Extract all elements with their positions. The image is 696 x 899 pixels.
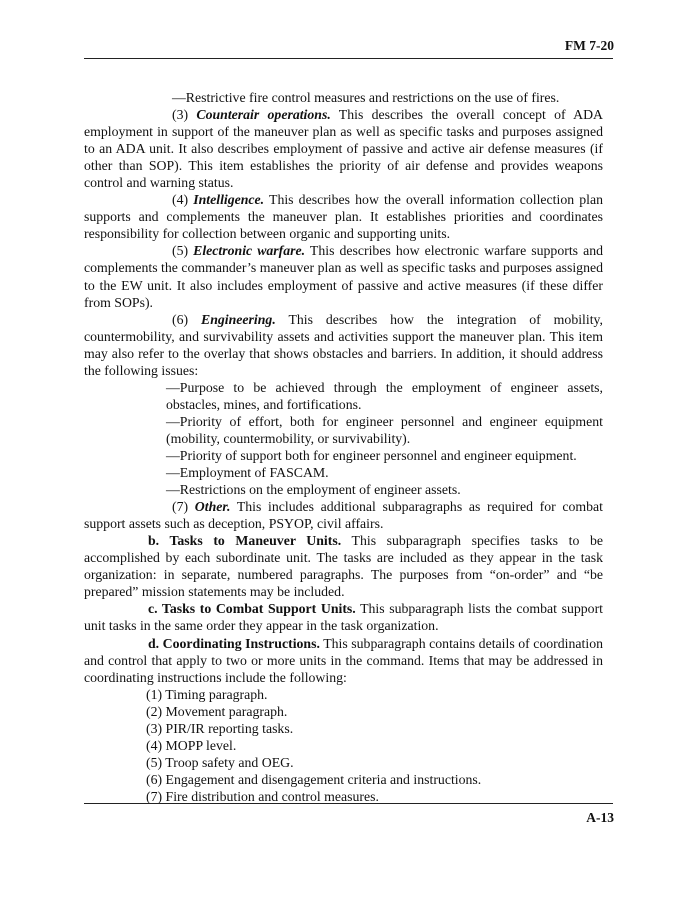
list-item: —Priority of support both for engineer personnel and engineer equipment. [166, 447, 577, 463]
paragraph-text: This subparagraph specifies tasks to be accomplished by each subordinate unit. The tasks are included as they appear in the task organization: in separate, numbered paragraphs. The purposes from “on-order” and “be prepared” mission statements may be included. [84, 533, 603, 600]
list-item: (4) MOPP level. [146, 737, 237, 753]
header-rule [84, 58, 613, 59]
list-item: (3) PIR/IR reporting tasks. [146, 720, 294, 736]
list-item: —Priority of effort, both for engineer personnel and engineer equipment (mobility, countermobility, or survivability). [166, 413, 603, 446]
coordinating-items-list [84, 686, 603, 805]
paragraph-text: This describes how the overall information collection plan supports and complements the maneuver plan. It establishes priorities and coordinates responsibility for collection between organic and supporting units. [84, 192, 604, 242]
item-number: (7) [172, 499, 189, 515]
paragraph-coordinating-instructions [84, 635, 603, 686]
paragraph-electronic-warfare [84, 242, 603, 310]
paragraph-text: This describes the overall concept of ADA employment in support of the maneuver plan as well as specific tasks and purposes assigned to an ADA unit. It also describes employment of passive and active air defense measures (if other than SOP). This item establishes the priority of air defense and provides weapons control and warning status. [84, 107, 603, 191]
paragraph-tasks-maneuver [84, 532, 603, 600]
list-item: (7) Fire distribution and control measures. [146, 788, 379, 804]
item-number: (3) [172, 107, 189, 123]
paragraph-title: b. Tasks to Maneuver Units. [148, 533, 342, 549]
list-item: (5) Troop safety and OEG. [146, 754, 294, 770]
page-number: A-13 [586, 810, 614, 825]
paragraph-title: d. Coordinating Instructions. [148, 635, 320, 651]
paragraph-title: c. Tasks to Combat Support Units. [148, 601, 356, 617]
body-text [84, 89, 603, 805]
paragraph-engineering [84, 311, 603, 379]
paragraph-other [84, 498, 603, 532]
paragraph-text: This includes additional subparagraphs as required for combat support assets such as deception, PSYOP, civil affairs. [84, 499, 603, 532]
paragraph-text: This subparagraph contains details of coordination and control that apply to two or more units in the command. Items that may be addressed in coordinating instructions include the following: [84, 635, 603, 685]
paragraph-title: Counterair operations. [196, 107, 331, 123]
manual-id: FM 7-20 [564, 38, 614, 53]
list-item: (1) Timing paragraph. [146, 686, 268, 702]
list-item: —Purpose to be achieved through the employment of engineer assets, obstacles, mines, and fortifications. [166, 379, 603, 412]
item-number: (4) [172, 192, 189, 208]
paragraph-counterair [84, 106, 603, 191]
footer-rule [84, 803, 613, 804]
paragraph-title: Engineering. [201, 311, 276, 327]
paragraph-title: Intelligence. [193, 192, 265, 208]
paragraph-title: Electronic warfare. [193, 243, 306, 259]
paragraph-title: Other. [194, 499, 231, 515]
paragraph-text: This subparagraph lists the combat support unit tasks in the same order they appear in the task organization. [84, 601, 603, 634]
paragraph-text: This describes how the integration of mobility, countermobility, and survivability assets and activities support the maneuver plan. This item may also refer to the overlay that shows obstacles and barriers. In addition, it should address the following issues: [84, 311, 603, 378]
item-number: (5) [172, 243, 189, 259]
list-item: —Restrictions on the employment of engineer assets. [166, 482, 461, 498]
list-item: (6) Engagement and disengagement criteria and instructions. [146, 771, 482, 787]
intro-line: —Restrictive fire control measures and restrictions on the use of fires. [172, 90, 560, 105]
paragraph-text: This describes how electronic warfare supports and complements the commander’s maneuver plan as well as specific tasks and purposes assigned to the EW unit. It also includes employment of passive and active measures (if these differ from SOPs). [84, 243, 603, 310]
list-item: (2) Movement paragraph. [146, 703, 288, 719]
paragraph-tasks-combat-support [84, 600, 603, 634]
item-number: (6) [172, 311, 189, 327]
paragraph-intelligence [84, 191, 603, 242]
engineering-issues-list [84, 379, 603, 498]
list-item: —Employment of FASCAM. [166, 465, 329, 481]
